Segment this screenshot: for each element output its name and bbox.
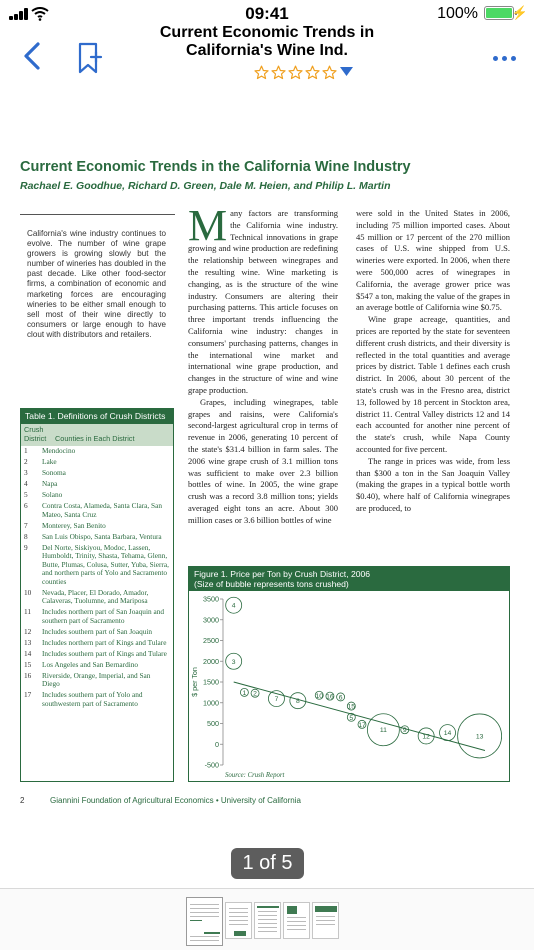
article-title: Current Economic Trends in the California Wine Industry — [20, 159, 411, 175]
table-title: Table 1. Definitions of Crush Districts — [21, 409, 173, 424]
district-counties: Includes southern part of Yolo and southwestern part of Sacramento — [42, 690, 143, 709]
y-tick-label: 500 — [207, 719, 219, 728]
table-row — [21, 588, 173, 608]
chart-subtitle: (Size of bubble represents tons crushed) — [194, 579, 349, 589]
district-number: 3 — [24, 468, 28, 478]
table-row — [21, 446, 173, 457]
navigation-bar — [0, 24, 534, 86]
district-counties: Mendocino — [42, 446, 76, 456]
table-row — [21, 501, 173, 521]
district-number: 6 — [24, 501, 28, 511]
district-number: 13 — [24, 637, 32, 647]
district-number: 12 — [24, 627, 32, 636]
article-abstract: California's wine industry continues to evolve. The number of wine grape growers is growing slowly but the number of wineries has doubled in the past decade. Like other food-sector firms, a combination of economic and marketing forces are encouraging wineries to be either small enough to sell most of their wine directly to consumers or large enough to have clout with distributors and retailers. — [27, 229, 166, 339]
y-tick-label: 0 — [215, 739, 219, 749]
bubble-chart — [189, 591, 509, 781]
district-number: 11 — [24, 607, 32, 617]
divider — [20, 214, 175, 215]
star-icon[interactable] — [322, 65, 337, 80]
thumbnail-strip[interactable] — [0, 888, 534, 950]
district-number: 15 — [24, 659, 32, 669]
charging-bolt-icon: ⚡ — [511, 5, 528, 20]
table-row — [21, 660, 173, 671]
bubble-label: 13 — [475, 733, 484, 741]
chevron-down-icon[interactable] — [340, 67, 353, 77]
table-row — [21, 490, 173, 501]
page-thumbnail[interactable] — [283, 902, 310, 939]
y-tick-label: 1500 — [203, 677, 219, 687]
y-tick-label: 1000 — [203, 698, 219, 708]
document-page[interactable] — [0, 96, 534, 836]
battery-icon — [484, 6, 514, 20]
district-counties: Contra Costa, Alameda, Santa Clara, San Mateo, Santa Cruz — [42, 501, 162, 519]
body-column-2 — [188, 201, 338, 527]
district-counties: Los Angeles and San Bernardino — [42, 659, 139, 669]
district-counties: Solano — [42, 490, 63, 500]
district-counties: Includes southern part of Kings and Tulare — [42, 648, 167, 658]
more-options-icon[interactable] — [493, 56, 516, 61]
bubble-label: 8 — [295, 698, 300, 706]
drop-cap: M — [188, 201, 228, 250]
table-row — [21, 627, 173, 638]
column-header: Crush District — [24, 425, 47, 443]
y-tick-label: 3500 — [203, 594, 219, 604]
district-number: 5 — [24, 490, 28, 500]
table-row — [21, 520, 173, 531]
district-counties: Monterey, San Benito — [42, 520, 106, 530]
district-number: 16 — [24, 670, 32, 680]
star-icon[interactable] — [254, 65, 269, 80]
bubble-label: 2 — [253, 690, 257, 698]
page-thumbnail[interactable] — [225, 902, 252, 939]
table-row — [21, 638, 173, 649]
bubble-label: 12 — [422, 733, 430, 741]
district-counties: Includes northern part of Kings and Tulare — [42, 637, 167, 647]
district-number: 9 — [24, 542, 28, 552]
district-counties: San Luis Obispo, Santa Barbara, Ventura — [42, 531, 162, 541]
bubble-label: 7 — [274, 696, 279, 704]
battery-percent: 100% — [437, 5, 478, 22]
document-title: Current Economic Trends in California's Wine Ind. — [159, 24, 375, 59]
district-counties: Lake — [42, 457, 57, 467]
chart-source: Source: Crush Report — [225, 772, 285, 779]
back-chevron-icon[interactable] — [20, 40, 46, 72]
table-row — [21, 671, 173, 691]
table-row — [21, 607, 173, 627]
bubble-label: 6 — [338, 694, 343, 702]
star-icon[interactable] — [271, 65, 286, 80]
bubble-label: 11 — [379, 727, 387, 735]
crush-district-table — [20, 408, 174, 782]
district-counties: Nevada, Placer, El Dorado, Amador, Calaveras, Tuolumne, and Mariposa — [42, 587, 149, 606]
clock: 09:41 — [245, 4, 289, 23]
district-counties: Includes southern part of San Joaquin — [42, 627, 153, 636]
district-number: 4 — [24, 479, 28, 489]
district-number: 17 — [24, 690, 32, 700]
page-thumbnail[interactable] — [186, 897, 223, 946]
district-counties: Del Norte, Siskiyou, Modoc, Lassen, Humboldt, Trinity, Shasta, Tehama, Glenn, Butte, Plumas, Colusa, Sutter, Yuba, Sierra, and northern parts of Yolo and Sacramento counties — [42, 542, 169, 586]
y-axis-label: $ per Ton — [190, 667, 199, 697]
table-row — [21, 457, 173, 468]
body-paragraph: Wine grape acreage, quantities, and prices are reported by the state for seventeen different crush districts, and their diversity is reflected in the total quantities and average prices by district. Table 1 defines each crush district. In 2006, about 30 percent of the state's crush was in the Fresno area, district 13, followed by 18 percent in Stockton area, district 11. Central Valley districts 12 and 14 each accounted for another nine percent of the state's crush, while Napa County accounted for five percent. — [356, 314, 510, 454]
district-counties: Riverside, Orange, Imperial, and San Diego — [42, 670, 151, 689]
figure-1 — [188, 566, 510, 782]
bubble-label: 5 — [349, 714, 354, 722]
table-row — [21, 690, 173, 710]
district-number: 8 — [24, 531, 28, 541]
bubble-label: 16 — [326, 693, 334, 701]
article-authors: Rachael E. Goodhue, Richard D. Green, Dale M. Heien, and Philip L. Martin — [20, 180, 391, 192]
table-row — [21, 468, 173, 479]
body-paragraph: Grapes, including winegrapes, table grapes and raisins, were California's second-largest agricultural crop in terms of revenue in 2006, generating 10 percent of the state's $31.4 billion in farm sales. The 2006 wine grape crush of 3.1 million tons was sufficient to make over 2.3 billion bottles of wine. In 2005, the wine grape crush was a record 3.8 million tons; yields averaged eight tons an acre. About 300 million cases or 3.6 billion bottles of wine — [188, 396, 338, 525]
bubble-label: 3 — [231, 658, 236, 666]
page-indicator: 1 of 5 — [231, 848, 304, 879]
table-body — [21, 446, 173, 710]
district-number: 7 — [24, 520, 28, 530]
body-paragraph: The range in prices was wide, from less than $300 a ton in the San Joaquin Valley (making the grapes in a typical bottle worth $0.40), where half of California winegrapes are produced, to — [356, 455, 510, 513]
bubble-label: 17 — [358, 721, 366, 729]
bubble-label: 14 — [443, 730, 452, 738]
body-paragraph: were sold in the United States in 2006, including 75 million imported cases. About 45 million or 17 percent of the 270 million cases of U.S. wine shipped from U.S. wineries were exported. In 2006, when there were 500,000 acres of winegrapes in California, the average grower price was $547 a ton, making the value of the grapes in an average bottle of California wine $0.75. — [356, 208, 510, 313]
body-paragraph: any factors are transforming the California wine industry. Technical innovations in grape growing and wine production are redefining the relationship between winegrapes and the resulting wine. Wine marketing is changing, as is the structure of the wine industry. Consumers are altering their purchasing patterns. This article focuses on three important trends influencing the California wine industry: changes in consumers' purchasing patterns, changes in the international wine market and international wine grape production, and changes in the structure of wine and wine grape production. — [188, 208, 338, 395]
bubble-label: 1 — [242, 689, 247, 697]
y-tick-label: 3000 — [203, 615, 219, 625]
table-row — [21, 542, 173, 587]
district-counties: Includes northern part of San Joaquin and southern part of Sacramento — [42, 607, 164, 626]
page-thumbnail[interactable] — [312, 902, 339, 939]
y-tick-label: 2000 — [203, 656, 219, 666]
table-header — [21, 424, 173, 446]
district-counties: Napa — [42, 479, 58, 489]
table-row — [21, 479, 173, 490]
figure-header — [189, 567, 509, 591]
district-number: 10 — [24, 587, 32, 597]
bubble-label: 4 — [231, 602, 236, 610]
table-row — [21, 531, 173, 542]
page-thumbnail[interactable] — [254, 902, 281, 939]
y-tick-label: -500 — [204, 760, 219, 770]
chart-title: Figure 1. Price per Ton by Crush District, 2006 — [194, 569, 371, 579]
bubble-label: 9 — [402, 727, 407, 735]
rating-control[interactable] — [254, 64, 353, 80]
district-number: 14 — [24, 648, 32, 658]
district-number: 2 — [24, 457, 28, 467]
body-column-3 — [356, 208, 510, 515]
star-icon[interactable] — [288, 65, 303, 80]
bubble-label: 15 — [347, 703, 356, 711]
bubble-label: 10 — [315, 692, 324, 700]
table-row — [21, 649, 173, 660]
page-footer: Giannini Foundation of Agricultural Economics • University of California — [50, 796, 301, 805]
page-number: 2 — [20, 796, 25, 805]
star-icon[interactable] — [305, 65, 320, 80]
add-bookmark-icon[interactable] — [76, 42, 104, 74]
column-header: Counties in Each District — [55, 434, 135, 443]
y-tick-label: 2500 — [203, 636, 219, 645]
district-counties: Sonoma — [42, 468, 66, 478]
district-number: 1 — [24, 446, 28, 456]
